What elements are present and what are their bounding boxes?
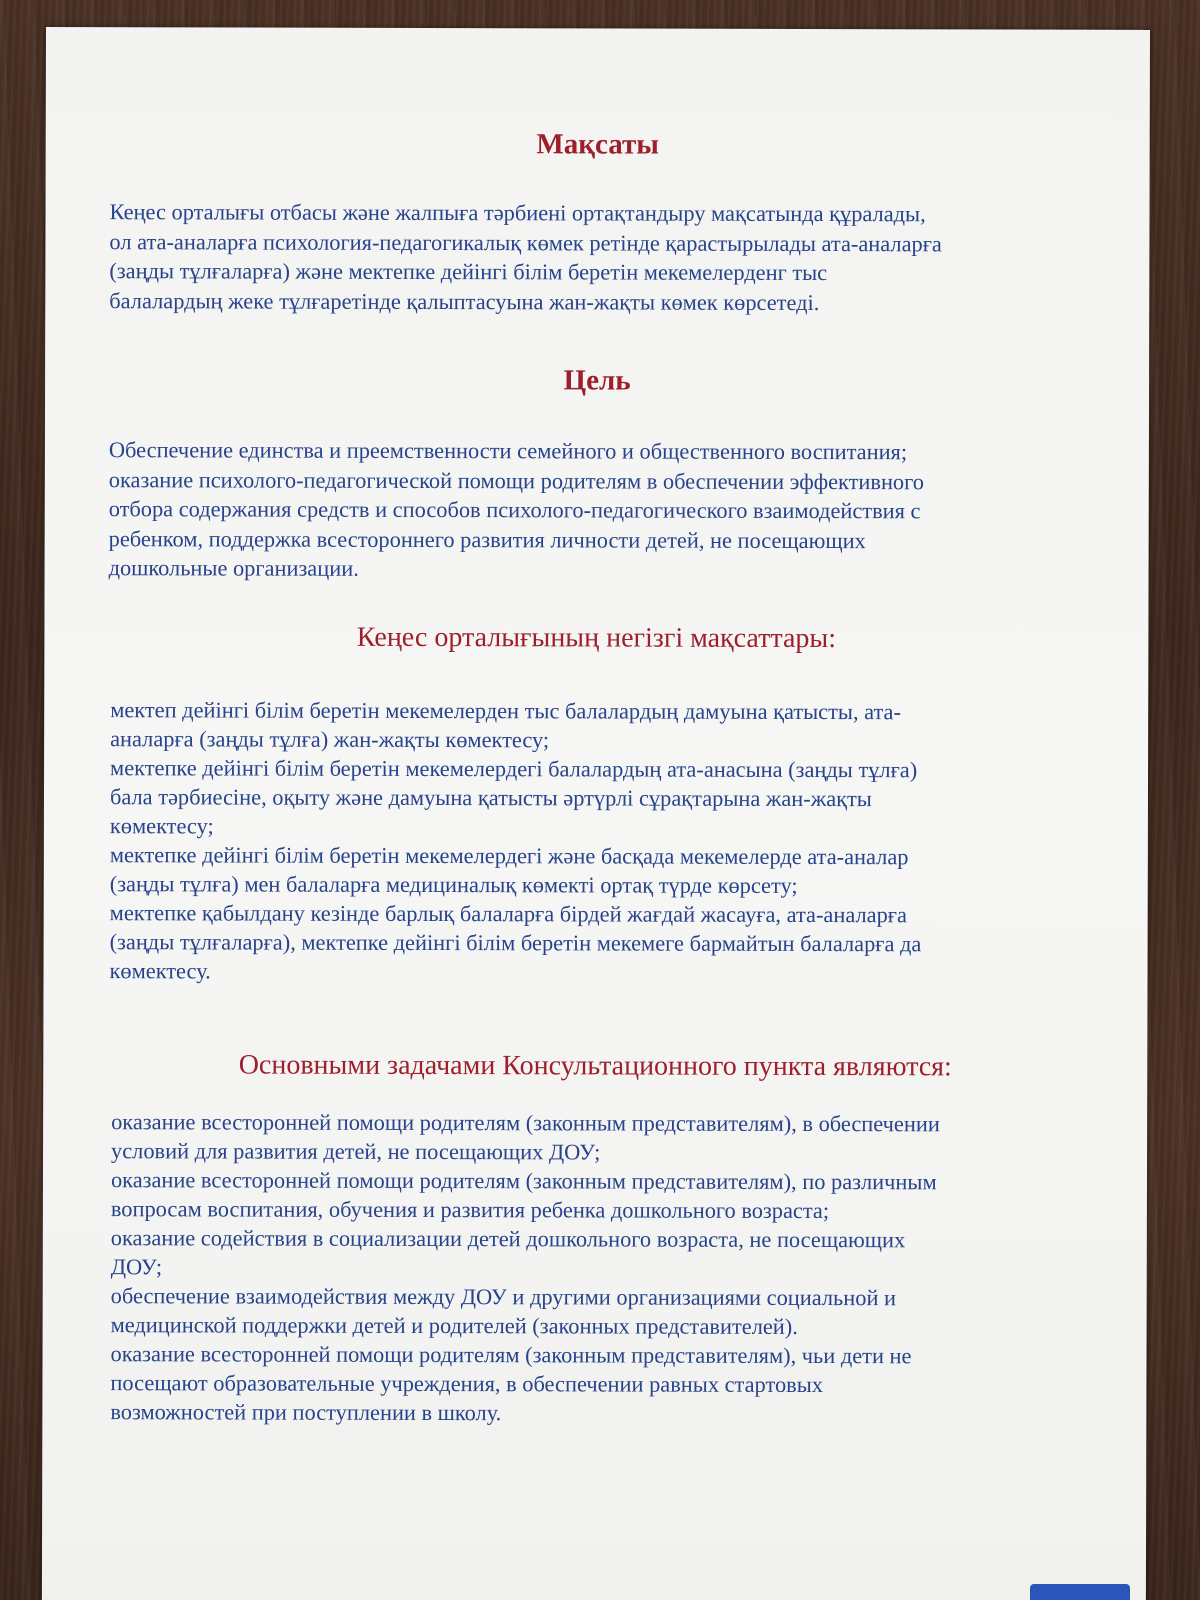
heading-maksaty: Мақсаты <box>536 128 659 161</box>
text-line: ол ата-аналарға психология-педагогикалық көмек ретінде қарастырылады ата-аналарға <box>109 228 942 256</box>
list-line: оказание всесторонней помощи родителям (законным представителям), чьи дети не <box>110 1341 912 1369</box>
text-line: дошкольные организации. <box>108 555 359 581</box>
heading-kenes-maqsattary: Кеңес орталығының негізгі мақсаттары: <box>356 621 837 655</box>
list-kenes-maqsattary <box>109 695 921 987</box>
list-line: медицинской поддержки детей и родителей (законных представителей). <box>110 1312 798 1339</box>
text-line: Кеңес орталығы отбасы және жалпыға тәрбиені ортақтандыру мақсатында құралады, <box>109 199 926 227</box>
list-line: оказание всесторонней помощи родителям (законным представителям), по различным <box>110 1167 937 1195</box>
text-line: ребенком, поддержка всестороннего развития личности детей, не посещающих <box>108 525 866 553</box>
list-line: вопросам воспитания, обучения и развития ребенка дошкольного возраста; <box>110 1196 830 1224</box>
text-line: Обеспечение единства и преемственности семейного и общественного воспитания; <box>108 437 908 465</box>
blue-tape <box>1030 1584 1130 1600</box>
text-line: балалардың жеке тұлғаретінде қалыптасуына жан-жақты көмек көрсетеді. <box>109 287 820 315</box>
list-line: ДОУ; <box>110 1254 163 1280</box>
list-line: мектепке дейінгі білім беретін мекемелердегі және басқада мекемелерде ата-аналар <box>109 842 909 870</box>
text-line: (заңды тұлғаларға) және мектепке дейінгі білім беретін мекемелерденг тыс <box>109 258 828 286</box>
paragraph-tsel <box>109 435 925 585</box>
list-line: мектепке қабылдану кезінде барлық балаларға бірдей жағдай жасауға, ата-аналарға <box>109 900 907 928</box>
list-line: оказание содействия в социализации детей дошкольного возраста, не посещающих <box>110 1225 906 1253</box>
paragraph-maksaty <box>109 197 942 317</box>
list-line: аналарға (заңды тұлға) жан-жақты көмектесу; <box>110 726 550 753</box>
list-line: мектеп дейінгі білім беретін мекемелерден тыс балалардың дамуына қатысты, ата- <box>110 697 902 725</box>
list-line: бала тәрбиесіне, оқыту және дамуына қатысты әртүрлі сұрақтарына жан-жақты <box>109 784 872 812</box>
list-line: (заңды тұлғаларға), мектепке дейінгі білім беретін мекемеге бармайтын балаларға да <box>109 929 922 957</box>
list-line: оказание всесторонней помощи родителям (законным представителям), в обеспечении <box>111 1109 940 1137</box>
list-line: мектепке дейінгі білім беретін мекемелердегі балалардың ата-анасына (заңды тұлға) <box>110 755 918 783</box>
list-line: обеспечение взаимодействия между ДОУ и другими организациями социальной и <box>110 1283 897 1311</box>
list-line: возможностей при поступлении в школу. <box>110 1399 502 1426</box>
heading-osnovnye-zadachi: Основными задачами Консультационного пункта являются: <box>238 1049 952 1083</box>
text-line: отбора содержания средств и способов психолого-педагогического взаимодействия с <box>108 496 921 524</box>
list-line: посещают образовательные учреждения, в обеспечении равных стартовых <box>110 1370 824 1398</box>
list-line: көмектесу. <box>109 958 211 984</box>
list-osnovnye-zadachi <box>110 1107 940 1428</box>
list-line: көмектесу; <box>109 813 214 839</box>
list-line: условий для развития детей, не посещающих ДОУ; <box>111 1138 601 1165</box>
list-line: (заңды тұлға) мен балаларға медициналық көмекті ортақ түрде көрсету; <box>109 871 798 898</box>
paper-sheet <box>42 27 1150 1600</box>
text-line: оказание психолого-педагогической помощи родителям в обеспечении эффективного <box>108 466 925 494</box>
heading-tsel: Цель <box>563 364 631 397</box>
